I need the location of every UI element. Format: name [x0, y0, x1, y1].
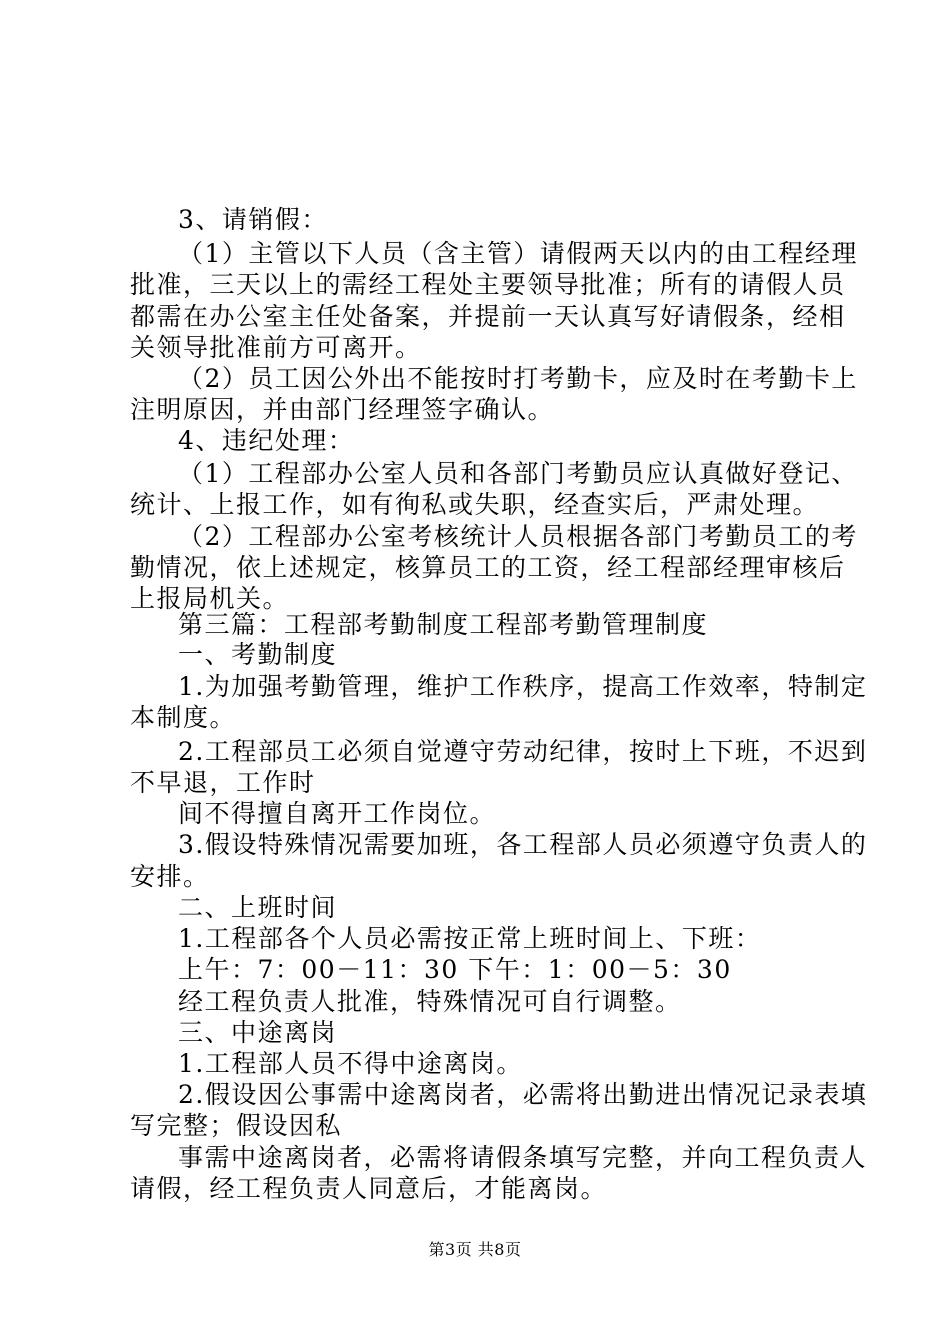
page-number-footer: 第3页 共8页 [428, 1240, 522, 1259]
text-line: 1.为加强考勤管理，维护工作秩序，提高工作效率，特制定 [178, 672, 868, 701]
section-heading: 三、中途离岗 [178, 1018, 338, 1047]
text-line: （1）工程部办公室人员和各部门考勤员应认真做好登记、 [178, 459, 858, 488]
text-line: 上报局机关。 [130, 584, 290, 613]
text-line: 写完整；假设因私 [130, 1111, 343, 1140]
text-line: 2.假设因公事需中途离岗者，必需将出勤进出情况记录表填 [178, 1080, 868, 1109]
section-heading: 第三篇：工程部考勤制度工程部考勤管理制度 [178, 610, 709, 639]
section-heading: 二、上班时间 [178, 893, 338, 922]
text-line: 请假，经工程负责人同意后，才能离岗。 [130, 1174, 608, 1203]
text-line: 批准，三天以上的需经工程处主要领导批准；所有的请假人员 [130, 270, 846, 299]
text-line: 都需在办公室主任处备案，并提前一天认真写好请假条，经相 [130, 302, 846, 331]
text-line: 4、违纪处理： [178, 426, 355, 455]
text-line: 2.工程部员工必须自觉遵守劳动纪律，按时上下班，不迟到 [178, 737, 868, 766]
text-line: 间不得擅自离开工作岗位。 [178, 799, 497, 828]
text-line: （1）主管以下人员（含主管）请假两天以内的由工程经理 [178, 239, 858, 268]
section-heading: 一、考勤制度 [178, 640, 338, 669]
text-line: 1.工程部人员不得中途离岗。 [178, 1049, 523, 1078]
text-line: 统计、上报工作，如有徇私或失职，经查实后，严肃处理。 [130, 490, 820, 519]
text-line: 3.假设特殊情况需要加班，各工程部人员必须遵守负责人的 [178, 830, 868, 859]
text-line: （2）员工因公外出不能按时打考勤卡，应及时在考勤卡上 [178, 364, 858, 393]
text-line: 注明原因，并由部门经理签字确认。 [130, 395, 555, 424]
text-line: 勤情况，依上述规定，核算员工的工资，经工程部经理审核后 [130, 553, 846, 582]
text-line: 安排。 [130, 862, 210, 891]
text-line: 3、请销假： [178, 205, 328, 234]
text-line: 上午：7：00－11：30 下午：1：00－5：30 [178, 955, 732, 984]
text-line: （2）工程部办公室考核统计人员根据各部门考勤员工的考 [178, 522, 858, 551]
text-line: 不早退，工作时 [130, 768, 316, 797]
text-line: 1.工程部各个人员必需按正常上班时间上、下班： [178, 924, 762, 953]
text-line: 本制度。 [130, 703, 237, 732]
text-line: 关领导批准前方可离开。 [130, 333, 422, 362]
text-line: 事需中途离岗者，必需将请假条填写完整，并向工程负责人 [178, 1143, 868, 1172]
text-line: 经工程负责人批准，特殊情况可自行调整。 [178, 987, 682, 1016]
